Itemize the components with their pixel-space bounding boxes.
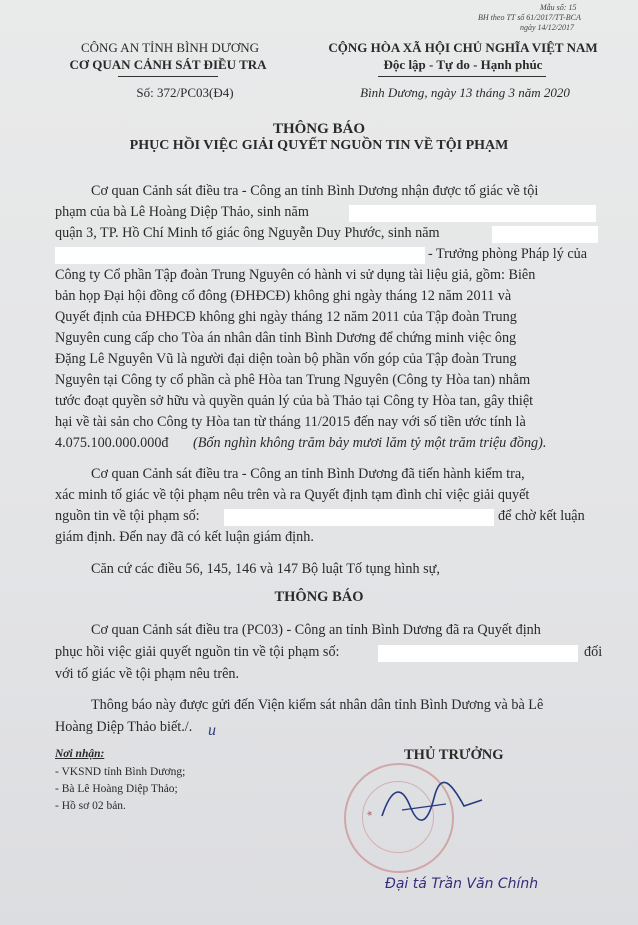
amount-figure: 4.075.100.000.000đ [55, 435, 169, 451]
para5-line2: Hoàng Diệp Thảo biết./. [55, 719, 193, 735]
document-number: Số: 372/PC03(Đ4) [136, 85, 234, 100]
para4-line2: phục hồi việc giải quyết nguồn tin về tội phạm số: [55, 644, 340, 660]
document-title: THÔNG BÁO [272, 121, 366, 137]
para5-line1: Thông báo này được gửi đến Viện kiểm sát nhân dân tỉnh Bình Dương và bà Lê [91, 697, 544, 713]
recipient-item: - Bà Lê Hoàng Diệp Thảo; [55, 783, 178, 795]
para1-line4: - Trưởng phòng Pháp lý của [428, 246, 588, 262]
recipient-item: - VKSND tỉnh Bình Dương; [55, 766, 186, 778]
notice-heading: THÔNG BÁO [274, 589, 364, 605]
para1-line12: hại về tài sản cho Công ty Hòa tan từ tháng 11/2015 đến nay với số tiền ước tính là [55, 414, 526, 430]
para4-line3: với tố giác về tội phạm nêu trên. [55, 666, 240, 682]
para2-line2: xác minh tố giác về tội phạm nêu trên và ra Quyết định tạm đình chỉ việc giải quyết [55, 487, 530, 503]
recipients-heading: Nơi nhận: [55, 748, 105, 760]
para2-line1: Cơ quan Cảnh sát điều tra - Công an tỉnh Bình Dương đã tiến hành kiểm tra, [91, 466, 525, 482]
official-seal: ★ [344, 763, 454, 873]
country-name: CỘNG HÒA XÃ HỘI CHỦ NGHĨA VIỆT NAM [328, 40, 598, 55]
para1-line8: Nguyên cung cấp cho Tòa án nhân dân tỉnh Bình Dương để chứng minh việc ông [55, 330, 517, 346]
para2-line3: nguồn tin về tội phạm số: [55, 508, 200, 524]
redacted-info [55, 247, 425, 264]
redacted-info [349, 205, 596, 222]
issue-date: Bình Dương, ngày 13 tháng 3 năm 2020 [360, 85, 570, 100]
para1-line3: quận 3, TP. Hồ Chí Minh tố giác ông Nguyễn Duy Phước, sinh năm [55, 225, 440, 241]
signer-title: THỦ TRƯỞNG [404, 747, 504, 763]
issuing-office: CƠ QUAN CẢNH SÁT ĐIỀU TRA [69, 57, 267, 72]
amount-words: (Bốn nghìn không trăm bảy mươi lăm tỷ một trăm triệu đồng). [193, 435, 547, 451]
para1-line10: Nguyên tại Công ty cổ phần cà phê Hòa tan Trung Nguyên (Công ty Hòa tan) nhằm [55, 372, 531, 388]
document-subject: PHỤC HỒI VIỆC GIẢI QUYẾT NGUỒN TIN VỀ TỘI PHẠM [129, 138, 509, 153]
signer-name: Đại tá Trần Văn Chính [385, 876, 539, 892]
para1-line6: bản họp Đại hội đồng cổ đông (ĐHĐCĐ) không ghi ngày tháng 12 năm 2011 và [55, 288, 512, 304]
redacted-info [492, 226, 598, 243]
para1-line7: Quyết định của ĐHĐCĐ không ghi ngày tháng 12 năm 2011 của Tập đoàn Trung [55, 309, 517, 325]
form-regulation-date: ngày 14/12/2017 [520, 23, 574, 32]
para1-line1: Cơ quan Cảnh sát điều tra - Công an tỉnh Bình Dương nhận được tố giác về tội [91, 183, 539, 199]
para2-line3-end: để chờ kết luận [498, 508, 585, 524]
national-motto: Độc lập - Tự do - Hạnh phúc [383, 57, 543, 72]
header-right-rule [378, 76, 546, 77]
redacted-info [224, 509, 494, 526]
header-left-rule [118, 76, 218, 77]
para1-line11: tước đoạt quyền sở hữu và quyền quản lý của bà Thảo tại Công ty Hòa tan, gây thiệt [55, 393, 534, 409]
para4-line1: Cơ quan Cảnh sát điều tra (PC03) - Công an tỉnh Bình Dương đã ra Quyết định [91, 622, 541, 638]
para1-line5: Công ty Cổ phần Tập đoàn Trung Nguyên có hành vi sử dụng tài liệu giả, gồm: Biên [55, 267, 536, 283]
handwritten-mark: u [208, 722, 216, 739]
recipient-item: - Hồ sơ 02 bản. [55, 800, 126, 812]
para4-line2-end: đối [584, 644, 603, 660]
para2-line4: giám định. Đến nay đã có kết luận giám định. [55, 529, 314, 545]
legal-basis: Căn cứ các điều 56, 145, 146 và 147 Bộ luật Tố tụng hình sự, [91, 561, 440, 577]
signature [372, 776, 492, 836]
form-regulation: BH theo TT số 61/2017/TT-BCA [478, 13, 581, 22]
redacted-info [378, 645, 578, 662]
issuing-agency: CÔNG AN TỈNH BÌNH DƯƠNG [80, 40, 260, 55]
form-number: Mẫu số: 15 [540, 3, 577, 12]
para1-line9: Đặng Lê Nguyên Vũ là người đại diện toàn bộ phần vốn góp của Tập đoàn Trung [55, 351, 517, 367]
para1-line2: phạm của bà Lê Hoàng Diệp Thảo, sinh năm [55, 204, 309, 220]
